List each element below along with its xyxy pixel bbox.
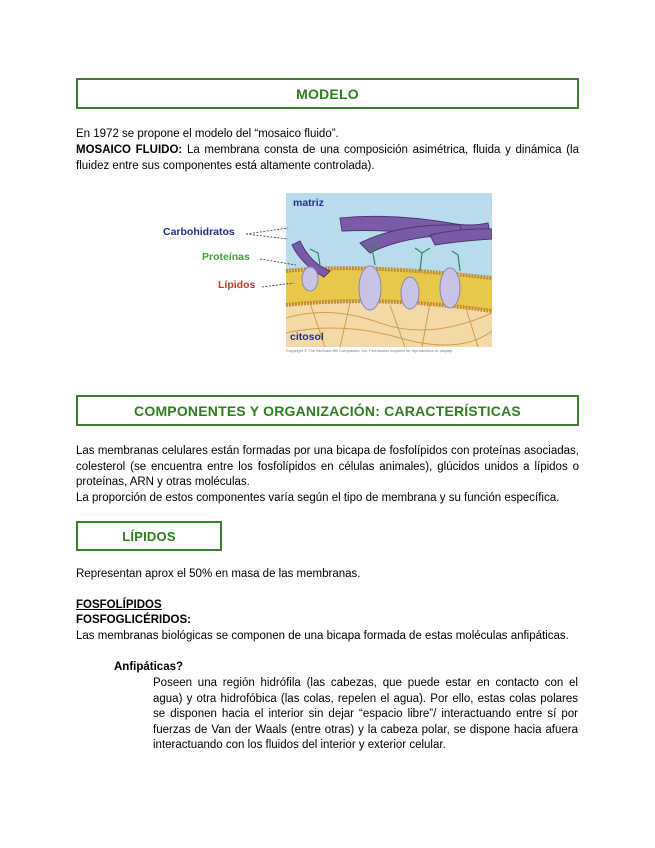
mosaico-text: La membrana consta de una composición asimétrica, fluida y dinámica (la fluidez entre sus componentes está altamente controlada). [76,144,579,172]
paragraph-mosaico-fluido [76,143,579,174]
paragraph-proporcion: La proporción de estos componentes varía según el tipo de membrana y su función específica. [76,492,560,504]
paragraph-1972: En 1972 se propone el modelo del “mosaico fluido”. [76,128,339,140]
paragraph-componentes: Las membranas celulares están formadas por una bicapa de fosfolípidos con proteínas asociadas, colesterol (se encuentra entre los fosfolípidos en células animales), glúcidos unidos a lípidos o proteínas, ARN y otras moléculas. [76,445,579,488]
membrane-illustration [160,193,492,353]
section-heading-modelo [76,78,579,109]
subheading-anfipaticas: Anfipáticas? [114,661,184,673]
heading-text: COMPONENTES Y ORGANIZACIÓN: CARACTERÍSTICAS [134,402,521,419]
label-carbohidratos: Carbohidratos [163,226,235,238]
section-heading-componentes [76,395,579,426]
paragraph-anfipaticas: Poseen una región hidrófila (las cabezas, que puede estar en contacto con el agua) y otra hidrofóbica (las colas, repelen el agua). Por ello, estas colas polares se disponen hacia el interior sin dejar “espacio libre”/ interactuando entre sí por fuerzas de Van der Waals (entre otras) y la cabeza polar, se dispone hacia afuera interactuando con los fluidos del interior y exterior celular. [153,677,578,751]
paragraph-lipidos-intro: Representan aprox el 50% en masa de las membranas. [76,568,361,580]
label-lipidos: Lípidos [218,279,256,291]
figure-caption: Copyright © The McGraw-Hill Companies, Inc. Permission required for reproduction or display. [286,348,453,353]
membrane-diagram [160,193,492,353]
label-matriz: matriz [293,197,324,209]
paragraph-bicapa: Las membranas biológicas se componen de una bicapa formada de estas moléculas anfipáticas. [76,630,569,642]
subheading-fosfolipidos: FOSFOLÍPIDOS [76,599,162,611]
heading-text: MODELO [296,85,359,102]
mosaico-label: MOSAICO FLUIDO: [76,144,183,156]
label-proteinas: Proteínas [202,251,250,263]
heading-text: LÍPIDOS [122,528,176,544]
section-heading-lipidos [76,521,222,551]
subheading-fosfogliceridos: FOSFOGLICÉRIDOS: [76,614,191,626]
label-citosol: citosol [290,331,324,343]
